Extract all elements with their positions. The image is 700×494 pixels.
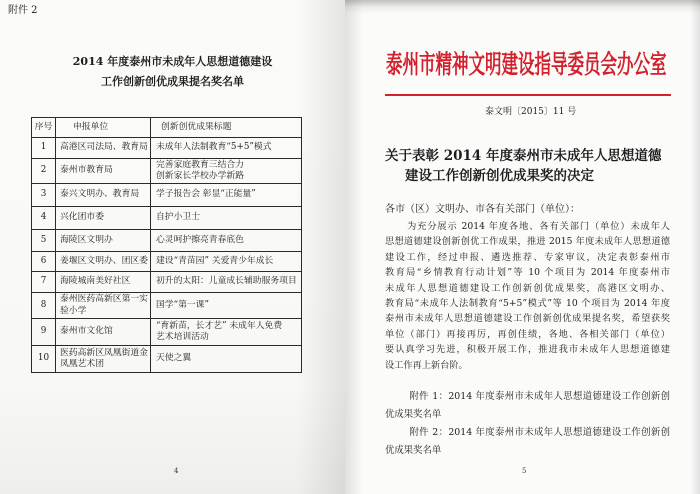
table-row [32, 184, 302, 207]
achievement-title-line: 心灵呵护擦亮青春底色 [156, 234, 244, 245]
achievement-title-line: 创新家长学校办学新路 [156, 171, 244, 181]
red-divider-line [385, 94, 671, 96]
body-line: 未成年人思想道德建设工作创新创优成果奖，高港区文明办、 [385, 282, 670, 294]
row-number: 1 [32, 138, 56, 159]
applicant-unit-line: 医药高新区凤凰街道金 [60, 347, 148, 358]
achievement-title-line: “育新苗，长才艺” 未成年人免费 [156, 320, 283, 331]
list-title-line-2: 工作创新创优成果提名奖名单 [101, 75, 244, 88]
list-title-line-1: 2014 年度泰州市未成年人思想道德建设 [72, 55, 273, 68]
row-number: 6 [32, 252, 56, 272]
table-row [32, 272, 302, 293]
achievement-title-line: 建设“青苗园” 关爱青少年成长 [156, 255, 274, 266]
applicant-unit-cell [56, 346, 151, 373]
body-line: 建设工作，经过申报、遴选推荐、专家审议，决定表彰泰州市 [385, 251, 670, 263]
document-number: 泰文明〔2015〕11 号 [485, 107, 577, 117]
applicant-unit-line: 兴化团市委 [60, 212, 104, 223]
achievement-title-cell [151, 252, 302, 272]
applicant-unit-cell [56, 272, 151, 293]
achievement-title-cell [151, 207, 302, 230]
table-row [32, 346, 302, 373]
achievement-title-line: 初升的太阳：儿童成长辅助服务项目 [156, 276, 297, 287]
row-number: 5 [32, 230, 56, 252]
table-row [32, 207, 302, 230]
nomination-table [31, 117, 302, 373]
achievement-title-line: 完善家庭教育三结合力 [156, 159, 244, 170]
row-number: 8 [32, 293, 56, 319]
body-line: 要认真学习先进，积极开展工作，推进我市未成年人思想道德建 [385, 344, 670, 356]
row-number: 10 [32, 346, 56, 373]
applicant-unit-cell [56, 252, 151, 272]
issuer-red-header: 泰州市精神文明建设指导委员会办公室 [386, 49, 667, 80]
page-number: 5 [522, 467, 527, 475]
achievement-title-line: 艺术培训活动 [156, 332, 209, 342]
header-serial-number: 序号 [32, 118, 56, 138]
applicant-unit-line: 泰州医药高新区第一实 [60, 294, 148, 304]
achievement-title-cell [151, 184, 302, 207]
body-line: 泰州市未成年人思想道德建设工作创新创优成果提名奖，希望获奖 [385, 313, 670, 325]
applicant-unit-cell [56, 293, 151, 319]
table-row [32, 159, 302, 184]
attachment-label: 附件 2 [8, 5, 38, 16]
achievement-title-cell [151, 272, 302, 293]
row-number: 2 [32, 159, 56, 184]
achievement-title-line: 国学“第一课” [156, 299, 209, 310]
header-applicant-unit: 申报单位 [56, 118, 151, 138]
table-row [32, 319, 302, 346]
achievement-title-cell [151, 159, 302, 184]
table-row [32, 293, 302, 319]
document-title-line-2: 建设工作创新创优成果奖的决定 [405, 168, 594, 184]
table-row [32, 138, 302, 159]
applicant-unit-line: 海陵区文明办 [60, 234, 113, 245]
body-paragraph [385, 219, 670, 373]
applicant-unit-cell [56, 138, 151, 159]
applicant-unit-line: 泰州市文化馆 [60, 326, 113, 337]
applicant-unit-line: 凤凰艺术团 [60, 359, 104, 369]
row-number: 7 [32, 272, 56, 293]
row-number: 4 [32, 207, 56, 230]
document-title-line-1: 关于表彰 2014 年度泰州市未成年人思想道德 [385, 148, 662, 164]
applicant-unit-line: 姜堰区文明办、团区委 [60, 255, 148, 266]
applicant-unit-cell [56, 207, 151, 230]
attachment-1-line: 优成果奖名单 [385, 409, 442, 420]
applicant-unit-line: 泰兴文明办、教育局 [60, 189, 140, 200]
attachment-1-line: 附件 1：2014 年度泰州市未成年人思想道德建设工作创新创 [409, 391, 670, 402]
achievement-title-line: 学子报告会 彰显“正能量” [156, 189, 256, 200]
achievement-title-cell [151, 230, 302, 252]
achievement-title-cell [151, 319, 302, 346]
achievement-title-cell [151, 138, 302, 159]
achievement-title-line: 天使之翼 [156, 353, 192, 364]
left-page-attachment-2 [0, 0, 345, 494]
right-page-decision-document [345, 0, 700, 494]
salutation: 各市（区）文明办、市各有关部门（单位）： [385, 204, 580, 215]
achievement-title-cell [151, 293, 302, 319]
row-number: 3 [32, 184, 56, 207]
applicant-unit-line: 海陵城南美好社区 [60, 276, 131, 287]
table-header-row [32, 118, 302, 138]
body-line: 为充分展示 2014 年度各地、各有关部门（单位）未成年人 [407, 221, 670, 232]
body-line: 设工作再上新台阶。 [385, 359, 468, 371]
attachment-list [385, 388, 670, 460]
row-number: 9 [32, 319, 56, 346]
body-line: 思想道德建设创新创优工作成果，推进 2015 年度未成年人思想道德 [385, 236, 670, 248]
body-line: 单位（部门）再接再厉，再创佳绩，各地、各相关部门（单位） [385, 328, 670, 340]
header-achievement-title: 创新创优成果标题 [151, 118, 302, 138]
applicant-unit-cell [56, 184, 151, 207]
page-number: 4 [174, 467, 179, 475]
achievement-title-cell [151, 346, 302, 373]
applicant-unit-line: 验小学 [60, 305, 87, 316]
achievement-title-line: 自护小卫士 [156, 212, 200, 223]
applicant-unit-line: 高港区司法局、教育局 [60, 142, 148, 153]
table-row [32, 252, 302, 272]
attachment-2-line: 优成果奖名单 [385, 445, 442, 456]
body-line: 教育局“乡情教育行动计划”等 10 个项目为 2014 年度泰州市 [385, 267, 670, 279]
applicant-unit-cell [56, 159, 151, 184]
achievement-title-line: 未成年人法制教育“5+5”模式 [156, 142, 272, 153]
applicant-unit-line: 泰州市教育局 [60, 165, 113, 176]
applicant-unit-cell [56, 319, 151, 346]
table-row [32, 230, 302, 252]
body-line: 教育局“未成年人法制教育“5+5”模式”等 10 个项目为 2014 年度 [385, 298, 670, 310]
attachment-2-line: 附件 2：2014 年度泰州市未成年人思想道德建设工作创新创 [409, 427, 670, 438]
applicant-unit-cell [56, 230, 151, 252]
